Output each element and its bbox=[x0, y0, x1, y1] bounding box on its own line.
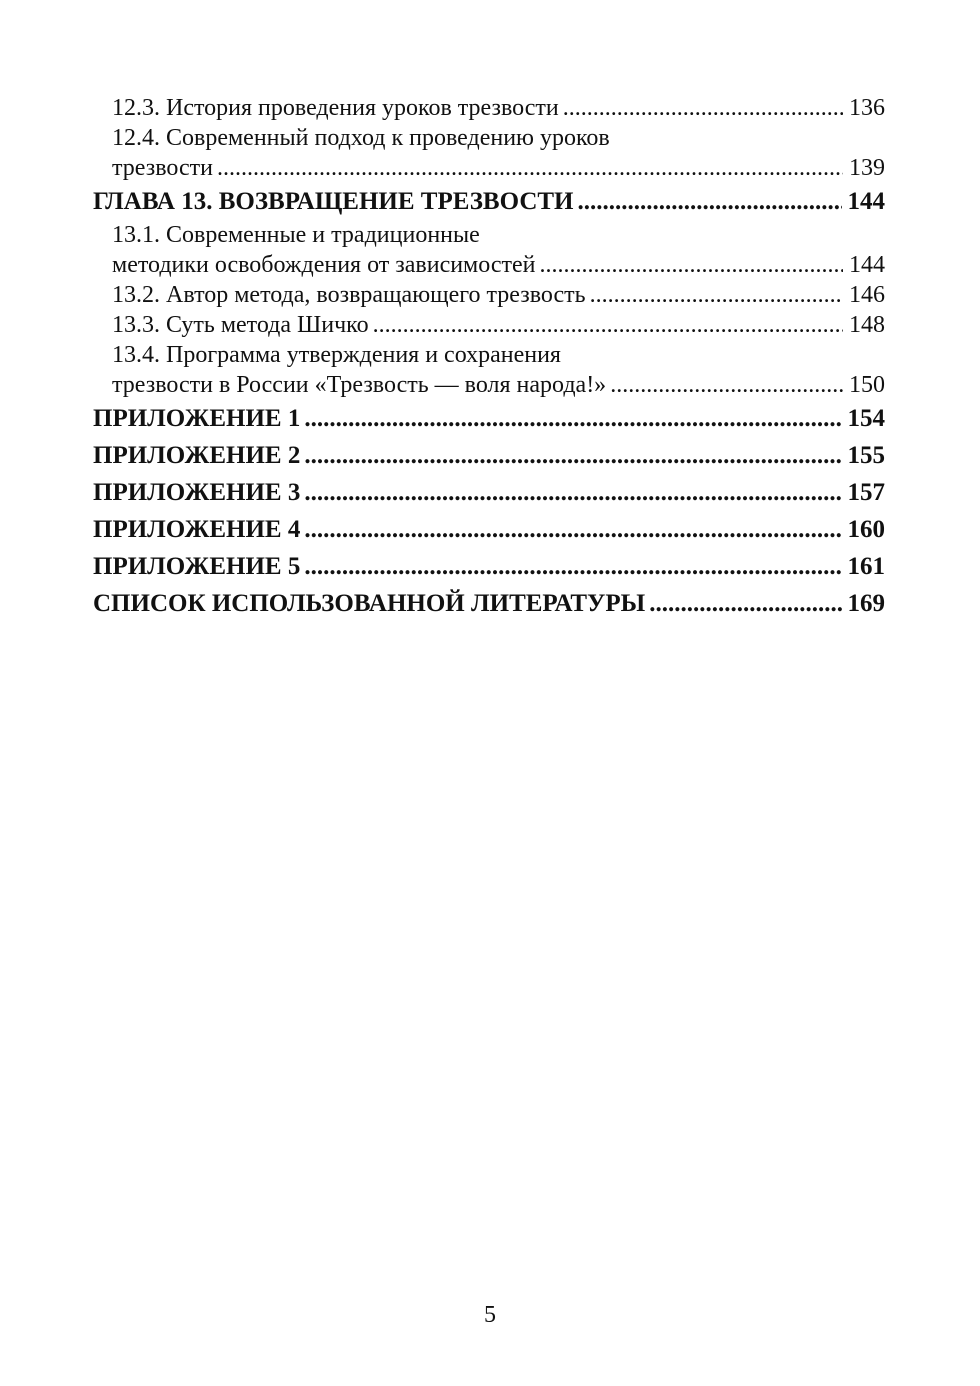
toc-entry-12-4[interactable] bbox=[93, 153, 885, 183]
toc-entry-13-3[interactable] bbox=[93, 310, 885, 340]
toc-entry-page: 144 bbox=[849, 252, 885, 278]
toc-entry-title: методики освобождения от зависимостей bbox=[112, 252, 536, 278]
toc-chapter-page: 161 bbox=[847, 553, 885, 580]
toc-chapter-title: СПИСОК ИСПОЛЬЗОВАННОЙ ЛИТЕРАТУРЫ bbox=[93, 590, 646, 617]
toc-chapter-page: 154 bbox=[847, 405, 885, 432]
toc-references[interactable] bbox=[93, 585, 885, 622]
toc-chapter-13[interactable] bbox=[93, 183, 885, 220]
toc-chapter-page: 169 bbox=[847, 590, 885, 617]
toc-entry-13-1[interactable] bbox=[93, 250, 885, 280]
dot-leader bbox=[304, 511, 841, 548]
dot-leader bbox=[304, 548, 841, 585]
toc-chapter-title: ПРИЛОЖЕНИЕ 5 bbox=[93, 553, 301, 580]
dot-leader bbox=[610, 370, 843, 400]
toc-appendix-5[interactable] bbox=[93, 548, 885, 585]
dot-leader bbox=[304, 400, 841, 437]
toc-chapter-page: 157 bbox=[847, 479, 885, 506]
toc-entry-page: 146 bbox=[849, 282, 885, 308]
toc-entry-page: 136 bbox=[849, 95, 885, 121]
toc-entry-title: трезвости в России «Трезвость — воля народа!» bbox=[112, 372, 607, 398]
page-number: 5 bbox=[484, 1302, 496, 1328]
table-of-contents bbox=[93, 93, 885, 622]
dot-leader bbox=[649, 585, 841, 622]
dot-leader bbox=[373, 310, 843, 340]
dot-leader bbox=[304, 474, 841, 511]
toc-appendix-4[interactable] bbox=[93, 511, 885, 548]
dot-leader bbox=[563, 93, 843, 123]
toc-entry-title: 13.3. Суть метода Шичко bbox=[112, 312, 369, 338]
toc-chapter-title: ПРИЛОЖЕНИЕ 1 bbox=[93, 405, 301, 432]
toc-chapter-page: 160 bbox=[847, 516, 885, 543]
dot-leader bbox=[304, 437, 841, 474]
toc-chapter-title: ГЛАВА 13. ВОЗВРАЩЕНИЕ ТРЕЗВОСТИ bbox=[93, 188, 574, 215]
toc-entry-page: 148 bbox=[849, 312, 885, 338]
toc-entry-title: 13.2. Автор метода, возвращающего трезвость bbox=[112, 282, 586, 308]
toc-entry-title: трезвости bbox=[112, 155, 213, 181]
toc-entry-12-4-first-line: 12.4. Современный подход к проведению уроков bbox=[112, 125, 610, 151]
toc-entry-page: 139 bbox=[849, 155, 885, 181]
toc-chapter-title: ПРИЛОЖЕНИЕ 2 bbox=[93, 442, 301, 469]
dot-leader bbox=[578, 183, 842, 220]
toc-chapter-title: ПРИЛОЖЕНИЕ 4 bbox=[93, 516, 301, 543]
toc-entry-title: 12.3. История проведения уроков трезвости bbox=[112, 95, 559, 121]
toc-appendix-3[interactable] bbox=[93, 474, 885, 511]
toc-entry-13-4-first-line: 13.4. Программа утверждения и сохранения bbox=[112, 342, 561, 368]
toc-appendix-1[interactable] bbox=[93, 400, 885, 437]
toc-entry-page: 150 bbox=[849, 372, 885, 398]
toc-entry-13-2[interactable] bbox=[93, 280, 885, 310]
toc-chapter-title: ПРИЛОЖЕНИЕ 3 bbox=[93, 479, 301, 506]
toc-entry-13-1-first-line: 13.1. Современные и традиционные bbox=[112, 222, 480, 248]
toc-appendix-2[interactable] bbox=[93, 437, 885, 474]
dot-leader bbox=[217, 153, 843, 183]
toc-entry-13-4[interactable] bbox=[93, 370, 885, 400]
toc-chapter-page: 144 bbox=[847, 188, 885, 215]
toc-chapter-page: 155 bbox=[847, 442, 885, 469]
dot-leader bbox=[590, 280, 843, 310]
toc-entry-12-3[interactable] bbox=[93, 93, 885, 123]
dot-leader bbox=[539, 250, 843, 280]
